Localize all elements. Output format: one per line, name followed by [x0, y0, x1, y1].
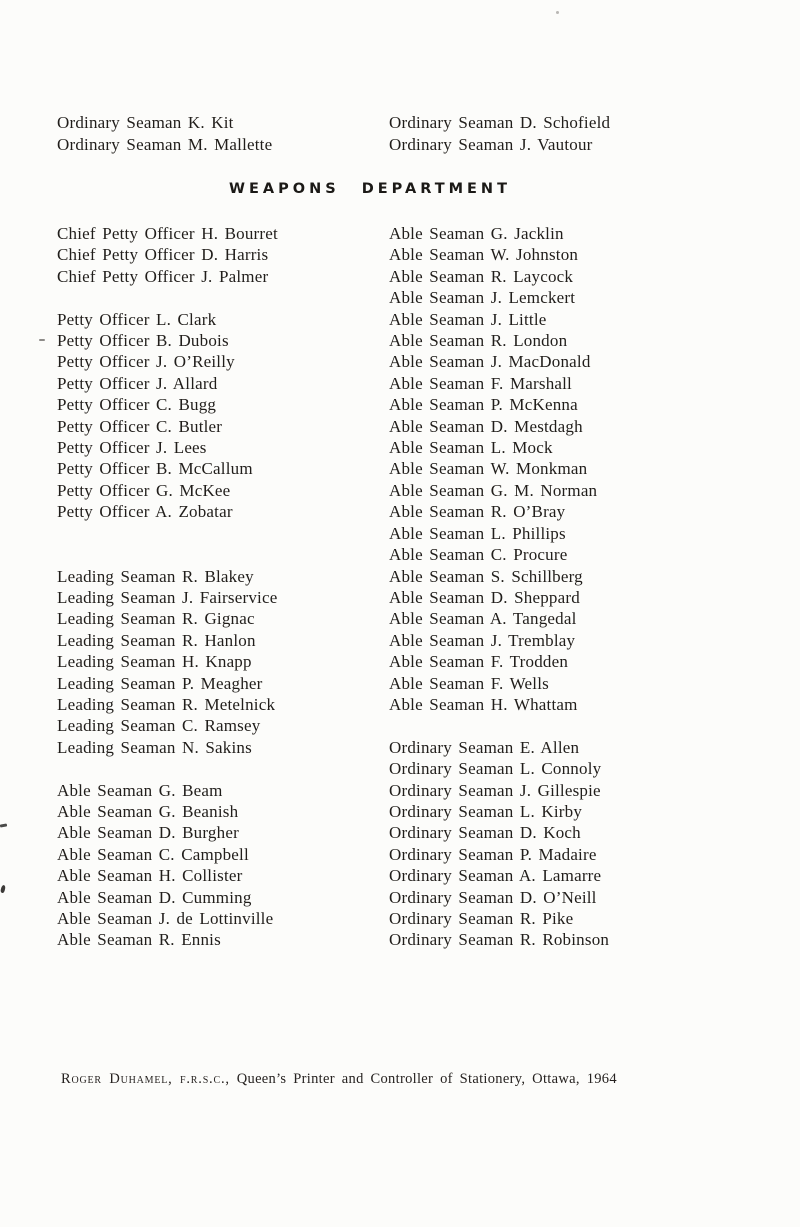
- roster-row: [57, 651, 763, 672]
- roster-entry: Able Seaman G. Jacklin: [389, 224, 564, 243]
- roster-entry: Leading Seaman R. Hanlon: [57, 630, 256, 650]
- roster-entry: Petty Officer G. McKee: [57, 480, 231, 500]
- roster-entry: Chief Petty Officer D. Harris: [57, 245, 269, 265]
- roster-entry: Able Seaman F. Marshall: [389, 373, 572, 393]
- roster-entry: Leading Seaman J. Fairservice: [57, 587, 278, 607]
- roster-row: [57, 223, 763, 244]
- roster-entry: Able Seaman F. Trodden: [389, 652, 569, 672]
- imprint-text: Queen’s Printer and Controller of Stationery, Ottawa, 1964: [236, 1071, 617, 1087]
- roster-row: [57, 758, 763, 779]
- roster-row: [57, 844, 763, 865]
- roster-entry: Able Seaman G. Beanish: [57, 801, 239, 821]
- roster-row: [57, 737, 763, 758]
- roster-entry: Able Seaman R. Laycock: [389, 266, 574, 286]
- roster-row: [57, 480, 763, 501]
- roster-row: [57, 865, 763, 886]
- roster-row: [57, 266, 763, 287]
- roster-entry: Able Seaman D. Cumming: [57, 887, 252, 907]
- roster-row: [57, 112, 763, 134]
- roster-row: [57, 309, 763, 330]
- roster-entry: Leading Seaman R. Gignac: [57, 609, 255, 629]
- roster-row: [57, 630, 763, 651]
- roster-row: [57, 673, 763, 694]
- roster-entry: Leading Seaman N. Sakins: [57, 737, 252, 757]
- roster-row: [57, 801, 763, 822]
- roster-entry: Leading Seaman R. Blakey: [57, 566, 254, 586]
- roster-entry: Able Seaman J. Tremblay: [389, 630, 576, 650]
- roster-row: [57, 908, 763, 929]
- roster-row: [57, 608, 763, 629]
- scan-artifact: [556, 11, 559, 14]
- roster-entry: Ordinary Seaman J. Gillespie: [389, 780, 601, 800]
- roster-entry: Able Seaman J. Lemckert: [389, 288, 576, 308]
- roster-row: [57, 523, 763, 544]
- roster-row: [57, 416, 763, 437]
- scan-artifact: [0, 885, 6, 894]
- roster-row: [57, 501, 763, 522]
- roster-entry: Ordinary Seaman D. Schofield: [389, 113, 611, 132]
- roster-row: [57, 330, 763, 351]
- roster-entry: Petty Officer L. Clark: [57, 309, 217, 329]
- roster-entry: Able Seaman P. McKenna: [389, 395, 578, 415]
- scan-artifact: [39, 339, 45, 341]
- roster-row: [57, 780, 763, 801]
- roster-entry: Leading Seaman P. Meagher: [57, 673, 263, 693]
- roster-entry: Able Seaman D. Mestdagh: [389, 416, 583, 436]
- roster-entry: [57, 287, 389, 308]
- roster-row: [57, 134, 763, 156]
- roster-entry: Able Seaman H. Collister: [57, 866, 243, 886]
- roster-entry: Petty Officer J. Allard: [57, 373, 218, 393]
- roster-entry: [389, 715, 763, 736]
- roster-entry: Ordinary Seaman J. Vautour: [389, 135, 593, 154]
- roster-entry: Able Seaman J. MacDonald: [389, 352, 591, 372]
- roster-row: [57, 929, 763, 950]
- roster-entry: [57, 758, 389, 779]
- imprint-printer-name: Roger Duhamel, f.r.s.c.,: [61, 1071, 230, 1087]
- roster-row: [57, 822, 763, 843]
- roster-entry: Ordinary Seaman L. Kirby: [389, 801, 583, 821]
- roster-entry: Ordinary Seaman M. Mallette: [57, 135, 273, 154]
- roster-entry: Ordinary Seaman D. O’Neill: [389, 887, 597, 907]
- scan-artifact: [0, 823, 7, 827]
- roster-entry: Able Seaman H. Whattam: [389, 694, 578, 714]
- roster-entry: Ordinary Seaman A. Lamarre: [389, 866, 602, 886]
- roster-entry: Ordinary Seaman D. Koch: [389, 823, 581, 843]
- imprint-line: [61, 1071, 617, 1088]
- roster-row: [57, 694, 763, 715]
- roster-entry: Ordinary Seaman P. Madaire: [389, 844, 597, 864]
- roster-row: [57, 244, 763, 265]
- roster-entry: Able Seaman G. Beam: [57, 780, 223, 800]
- roster-entry: Able Seaman G. M. Norman: [389, 480, 598, 500]
- roster-entry: Petty Officer A. Zobatar: [57, 502, 233, 522]
- roster-row: [57, 544, 763, 565]
- roster-entry: Leading Seaman C. Ramsey: [57, 716, 261, 736]
- roster-entry: Able Seaman J. de Lottinville: [57, 909, 274, 928]
- roster-row: [57, 394, 763, 415]
- roster-row: [57, 458, 763, 479]
- roster-entry: Able Seaman D. Sheppard: [389, 587, 580, 607]
- roster-entry: Ordinary Seaman R. Pike: [389, 909, 574, 928]
- roster-row: [57, 373, 763, 394]
- roster-row: [57, 587, 763, 608]
- roster-entry: Able Seaman J. Little: [389, 309, 547, 329]
- roster-entry: Able Seaman D. Burgher: [57, 823, 239, 843]
- roster-row: [57, 566, 763, 587]
- roster-entry: Able Seaman F. Wells: [389, 673, 549, 693]
- roster-grid: [57, 223, 763, 951]
- roster-entry: Petty Officer C. Bugg: [57, 395, 217, 415]
- roster-entry: Petty Officer J. Lees: [57, 438, 207, 458]
- roster-entry: Able Seaman W. Johnston: [389, 245, 579, 265]
- roster-row: [57, 887, 763, 908]
- roster-entry: Petty Officer B. McCallum: [57, 459, 253, 479]
- roster-entry: Able Seaman S. Schillberg: [389, 566, 583, 586]
- roster-entry: Petty Officer B. Dubois: [57, 331, 229, 351]
- roster-entry: Chief Petty Officer J. Palmer: [57, 266, 269, 286]
- roster-entry: Able Seaman W. Monkman: [389, 459, 588, 479]
- top-name-list: [57, 112, 763, 156]
- roster-entry: [57, 523, 389, 544]
- roster-entry: Leading Seaman H. Knapp: [57, 652, 252, 672]
- roster-entry: Petty Officer C. Butler: [57, 416, 223, 436]
- roster-row: [57, 351, 763, 372]
- roster-row: [57, 715, 763, 736]
- roster-entry: Chief Petty Officer H. Bourret: [57, 224, 278, 243]
- roster-entry: Ordinary Seaman E. Allen: [389, 737, 580, 757]
- roster-entry: Leading Seaman R. Metelnick: [57, 694, 276, 714]
- roster-entry: Able Seaman A. Tangedal: [389, 609, 577, 629]
- roster-entry: Ordinary Seaman L. Connoly: [389, 759, 602, 779]
- roster-entry: Able Seaman C. Procure: [389, 545, 568, 565]
- roster-entry: Able Seaman R. Ennis: [57, 930, 221, 950]
- roster-entry: Petty Officer J. O’Reilly: [57, 352, 235, 372]
- roster-entry: [57, 544, 389, 565]
- roster-entry: Able Seaman R. London: [389, 331, 568, 351]
- roster-entry: Able Seaman L. Mock: [389, 438, 553, 458]
- roster-entry: Ordinary Seaman K. Kit: [57, 113, 234, 132]
- roster-row: [57, 287, 763, 308]
- roster-entry: Able Seaman C. Campbell: [57, 844, 249, 864]
- roster-row: [57, 437, 763, 458]
- roster-entry: Able Seaman R. O’Bray: [389, 502, 566, 522]
- roster-entry: Able Seaman L. Phillips: [389, 523, 566, 543]
- section-title: WEAPONS DEPARTMENT: [229, 181, 511, 197]
- roster-entry: Ordinary Seaman R. Robinson: [389, 930, 610, 950]
